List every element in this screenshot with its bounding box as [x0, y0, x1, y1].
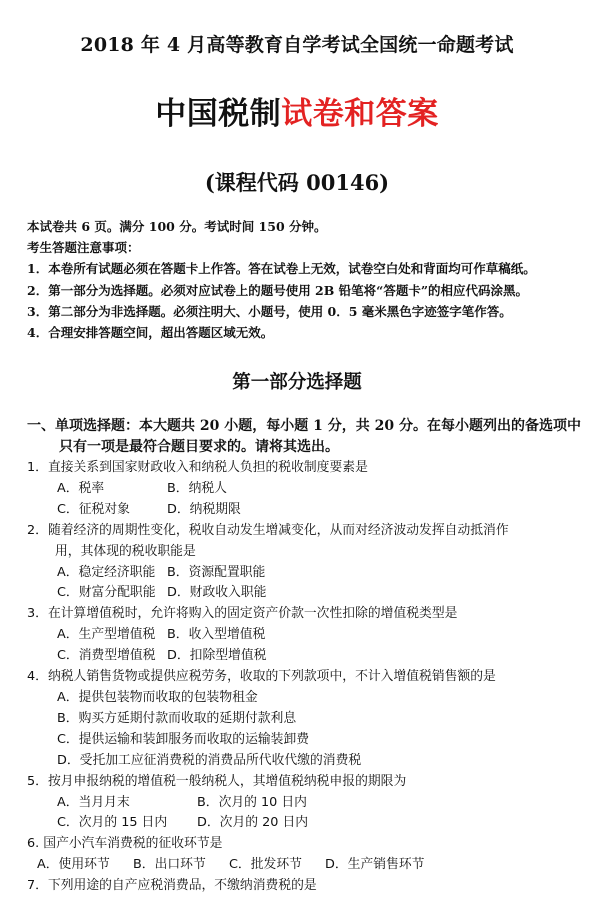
option-row — [27, 793, 587, 814]
option-b: B．出口环节 — [133, 857, 206, 873]
question-stem: 6. 国产小汽车消费税的征收环节是 — [27, 836, 223, 852]
option-c: C．消费型增值税 — [57, 648, 156, 664]
instructions-line-2: 只有一项是最符合题目要求的。请将其选出。 — [59, 439, 339, 455]
notes-line: 2．第一部分为选择题。必须对应试卷上的题号使用 2B 铅笔将“答题卡”的相应代码涂黑。 — [27, 282, 529, 298]
option-row — [27, 500, 587, 521]
option-c: C．次月的 15 日内 — [57, 815, 168, 831]
option-row — [27, 855, 587, 876]
question-stem: 7．下列用途的自产应税消费品，不缴纳消费税的是 — [27, 878, 317, 894]
paper-title — [0, 88, 594, 133]
option-a: A．稳定经济职能 — [57, 564, 156, 580]
option-a: A．提供包装物而收取的包装物租金 — [57, 689, 258, 705]
option-d: D．扣除型增值税 — [167, 648, 267, 664]
notes-line: 4．合理安排答题空间，超出答题区域无效。 — [27, 325, 274, 341]
option-row — [27, 583, 587, 604]
instructions-line-1: 一、单项选择题：本大题共 20 小题，每小题 1 分，共 20 分。在每小题列出的备选项中 — [27, 418, 581, 434]
option-row — [27, 625, 587, 646]
question-stem: 5．按月申报纳税的增值税一般纳税人，其增值税纳税申报的期限为 — [27, 773, 407, 789]
notes-line: 3．第二部分为非选择题。必须注明大、小题号，使用 0．5 毫米黑色字迹签字笔作答。 — [27, 303, 512, 319]
question-stem: 4．纳税人销售货物或提供应税劳务，收取的下列款项中，不计入增值税销售额的是 — [27, 669, 496, 685]
option-d: D．财政收入职能 — [167, 585, 267, 601]
exam-title: 2018 年 4 月高等教育自学考试全国统一命题考试 — [80, 34, 514, 56]
option-d: D．纳税期限 — [167, 501, 241, 517]
option-b: B．次月的 10 日内 — [197, 794, 307, 810]
option-b: B．资源配置职能 — [167, 564, 266, 580]
option-row — [27, 813, 587, 834]
option-a: A．当月月末 — [57, 794, 130, 810]
option-d: D．次月的 20 日内 — [197, 815, 309, 831]
option-d: D．生产销售环节 — [325, 857, 425, 873]
question-stem: 2．随着经济的周期性变化，税收自动发生增减变化，从而对经济波动发挥自动抵消作 — [27, 522, 509, 538]
option-row — [27, 563, 587, 584]
question-stem-continued: 用，其体现的税收职能是 — [55, 543, 196, 559]
option-b: B．购买方延期付款而收取的延期付款利息 — [57, 710, 297, 726]
paper-title-subject: 中国税制 — [155, 96, 282, 132]
option-row — [27, 479, 587, 500]
notes-heading: 考生答题注意事项： — [27, 240, 140, 256]
option-b: B．收入型增值税 — [167, 627, 266, 643]
notes-line: 1．本卷所有试题必须在答题卡上作答。答在试卷上无效，试卷空白处和背面均可作草稿纸。 — [27, 261, 536, 277]
option-c: C．批发环节 — [229, 857, 302, 873]
question-list — [27, 458, 587, 897]
option-d: D．受托加工应征消费税的消费品所代收代缴的消费税 — [57, 752, 362, 768]
option-c: C．提供运输和装卸服务而收取的运输装卸费 — [57, 731, 310, 747]
notes-line: 本试卷共 6 页。满分 100 分。考试时间 150 分钟。 — [27, 219, 327, 234]
option-a: A．使用环节 — [37, 857, 110, 873]
exam-notes — [27, 216, 587, 343]
question-stem: 1．直接关系到国家财政收入和纳税人负担的税收制度要素是 — [27, 460, 368, 475]
section-title: 第一部分选择题 — [232, 372, 362, 393]
option-c: C．征税对象 — [57, 501, 130, 517]
option-b: B．纳税人 — [167, 480, 227, 496]
paper-title-highlight: 试卷和答案 — [281, 96, 439, 132]
option-a: A．生产型增值税 — [57, 627, 156, 643]
option-c: C．财富分配职能 — [57, 585, 156, 601]
question-stem: 3．在计算增值税时，允许将购入的固定资产价款一次性扣除的增值税类型是 — [27, 606, 458, 622]
option-row — [27, 646, 587, 667]
section-instructions — [27, 416, 587, 458]
course-code: (课程代码 00146) — [204, 170, 390, 195]
option-a: A．税率 — [57, 480, 105, 496]
